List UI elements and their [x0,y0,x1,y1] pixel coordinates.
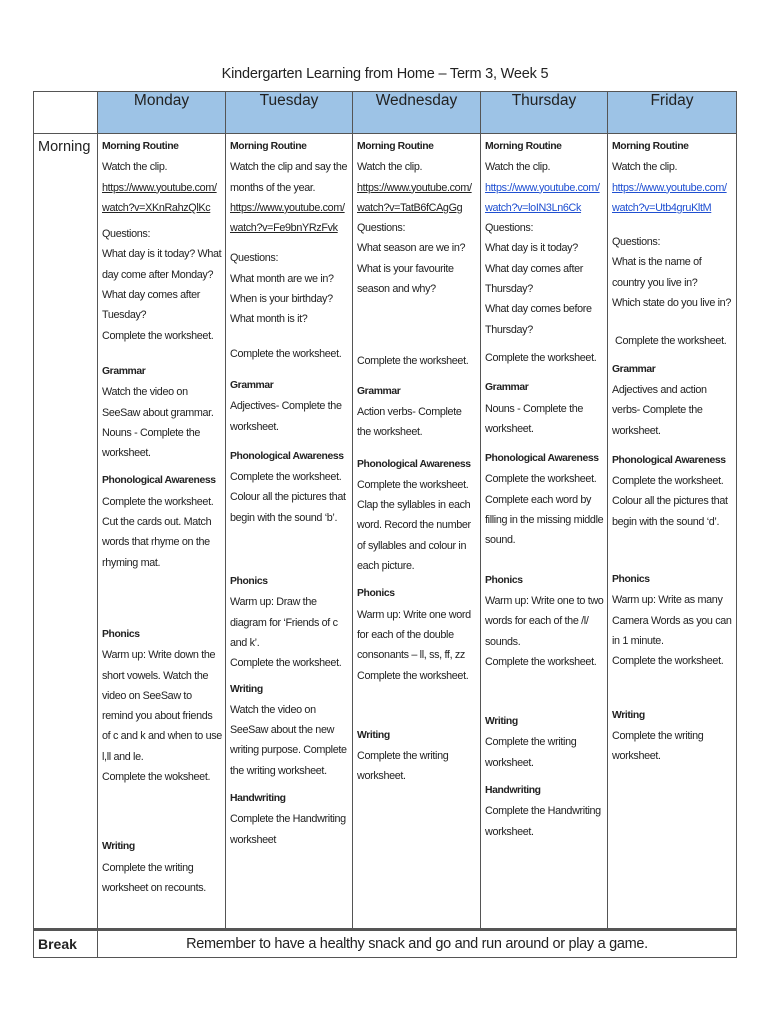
question-line: Complete the worksheet. [102,329,214,342]
grammar-heading: Grammar [230,379,274,391]
phonics-text: Warm up: Write down the short vowels. Watch the video on SeeSaw to remind you about friends of c and k and when to use l,ll and le. [102,649,222,763]
phonics-heading: Phonics [485,574,523,586]
handwriting-heading: Handwriting [485,785,541,797]
document-title: Kindergarten Learning from Home – Term 3, Week 5 [221,66,549,82]
routine-text: Watch the clip. [102,161,168,174]
routine-text: Watch the clip. [357,161,423,174]
question-line: What day comes after Tuesday? [102,289,201,322]
grammar-text: Watch the video on SeeSaw about grammar. Nouns - Complete the worksheet. [102,386,214,460]
day-header-thursday: Thursday [481,92,608,134]
routine-link[interactable]: https://www.youtube.com/watch?v=Utb4gruKltM [612,181,727,214]
morning-row [34,134,737,930]
writing-heading: Writing [357,729,390,741]
wednesday-morning-cell [353,134,481,930]
question-line: Which state do you live in? [612,297,731,310]
monday-morning-cell [98,134,226,930]
writing-heading: Writing [485,716,518,728]
complete-text: Complete the worksheet. [357,355,469,368]
phonics-heading: Phonics [230,576,268,588]
question-line: Questions: [357,222,406,235]
phonological-heading: Phonological Awareness [357,458,471,470]
phonics-text: Warm up: Write one to two words for each of the /l/ sounds. [485,594,604,648]
thursday-morning-cell [481,134,608,930]
corner-cell [34,92,98,134]
writing-heading: Writing [612,709,645,721]
day-header-tuesday: Tuesday [226,92,353,134]
routine-link[interactable]: https://www.youtube.com/watch?v=XKnRahzQlKc [102,181,217,214]
question-line: What day comes before Thursday? [485,303,592,336]
header-row [34,92,737,134]
phonological-text: Complete the worksheet. Colour all the pictures that begin with the sound ‘b’. [230,471,346,524]
phonological-text: Complete the worksheet. Colour all the pictures that begin with the sound ‘d’. [612,475,728,528]
day-header-friday: Friday [608,92,737,134]
grammar-heading: Grammar [485,382,529,394]
weekly-plan-table [33,91,737,958]
question-line: What season are we in? [357,242,466,255]
phonics-text-2: Complete the woksheet. [102,771,211,784]
phonological-text: Complete the worksheet. Cut the cards out. Match words that rhyme on the rhyming mat. [102,495,214,569]
grammar-heading: Grammar [612,363,656,375]
grammar-heading: Grammar [102,365,146,377]
question-line: What is your favourite season and why? [357,262,454,296]
break-row [34,930,737,958]
phonological-heading: Phonological Awareness [485,453,599,465]
phonics-text: Warm up: Write as many Camera Words as you can in 1 minute. [612,594,732,647]
routine-text: Watch the clip. [612,161,678,174]
handwriting-text: Complete the Handwriting worksheet. [485,805,601,838]
complete-text: Complete the worksheet. [485,351,597,364]
question-line: Questions: [102,228,151,241]
handwriting-heading: Handwriting [230,793,286,805]
row-label-morning: Morning [34,134,98,930]
question-line: Questions: [485,222,534,235]
row-label-break: Break [34,930,98,958]
phonics-text: Warm up: Draw the diagram for ‘Friends of c and k’. [230,596,338,649]
question-line: What is the name of country you live in? [612,256,702,289]
phonological-heading: Phonological Awareness [612,454,726,466]
grammar-heading: Grammar [357,385,401,397]
writing-text: Complete the writing worksheet. [612,729,704,763]
phonics-heading: Phonics [612,574,650,586]
grammar-text: Adjectives and action verbs- Complete the worksheet. [612,383,707,437]
question-line: What month are we in? [230,272,334,285]
question-line: When is your birthday? What month is it? [230,293,333,326]
question-line: What day is it today? What day come after Monday? [102,248,222,281]
writing-heading: Writing [102,841,135,853]
routine-heading: Morning Routine [612,141,689,152]
question-line: What day is it today? [485,242,578,255]
break-message: Remember to have a healthy snack and go and run around or play a game. [98,930,737,958]
day-header-wednesday: Wednesday [353,92,481,134]
phonics-text-2: Complete the worksheet. [485,655,597,668]
phonics-text-2: Complete the worksheet. [230,657,342,670]
routine-text: Watch the clip. [485,161,551,174]
routine-heading: Morning Routine [102,141,179,152]
routine-heading: Morning Routine [230,141,307,152]
question-line: What day comes after Thursday? [485,262,584,296]
phonological-text: Complete the worksheet. Clap the syllables in each word. Record the number of syllables and colour in each picture. [357,478,471,573]
writing-text: Complete the writing worksheet on recounts. [102,861,206,894]
phonological-heading: Phonological Awareness [230,450,344,462]
routine-heading: Morning Routine [357,141,434,152]
question-line: Questions: [612,236,661,249]
writing-text: Watch the video on SeeSaw about the new writing purpose. Complete the writing worksheet. [230,703,347,777]
writing-text: Complete the writing worksheet. [485,736,577,769]
routine-text: Watch the clip and say the months of the year. [230,161,348,194]
day-header-monday: Monday [98,92,226,134]
handwriting-text: Complete the Handwriting worksheet [230,813,346,846]
writing-text: Complete the writing worksheet. [357,750,449,783]
grammar-text: Action verbs- Complete the worksheet. [357,405,462,439]
complete-text: Complete the worksheet. [615,335,727,348]
phonological-text: Complete the worksheet. Complete each word by filling in the missing middle sound. [485,473,604,547]
grammar-text: Adjectives- Complete the worksheet. [230,400,342,433]
routine-heading: Morning Routine [485,141,562,152]
phonological-heading: Phonological Awareness [102,475,216,487]
phonics-text: Warm up: Write one word for each of the double consonants – ll, ss, ff, zz [357,608,471,662]
question-line: Questions: [230,252,279,265]
grammar-text: Nouns - Complete the worksheet. [485,402,584,435]
complete-text: Complete the worksheet. [230,347,342,360]
phonics-heading: Phonics [102,628,140,640]
phonics-text-2: Complete the worksheet. [357,669,469,682]
routine-link[interactable]: https://www.youtube.com/watch?v=loIN3Ln6Ck [485,181,600,214]
friday-morning-cell [608,134,737,930]
tuesday-morning-cell [226,134,353,930]
routine-link[interactable]: https://www.youtube.com/watch?v=Fe9bnYRzFvk [230,201,345,235]
routine-link[interactable]: https://www.youtube.com/watch?v=TatB6fCAgGg [357,181,472,214]
writing-heading: Writing [230,683,263,695]
phonics-heading: Phonics [357,588,395,600]
phonics-text-2: Complete the worksheet. [612,655,724,668]
